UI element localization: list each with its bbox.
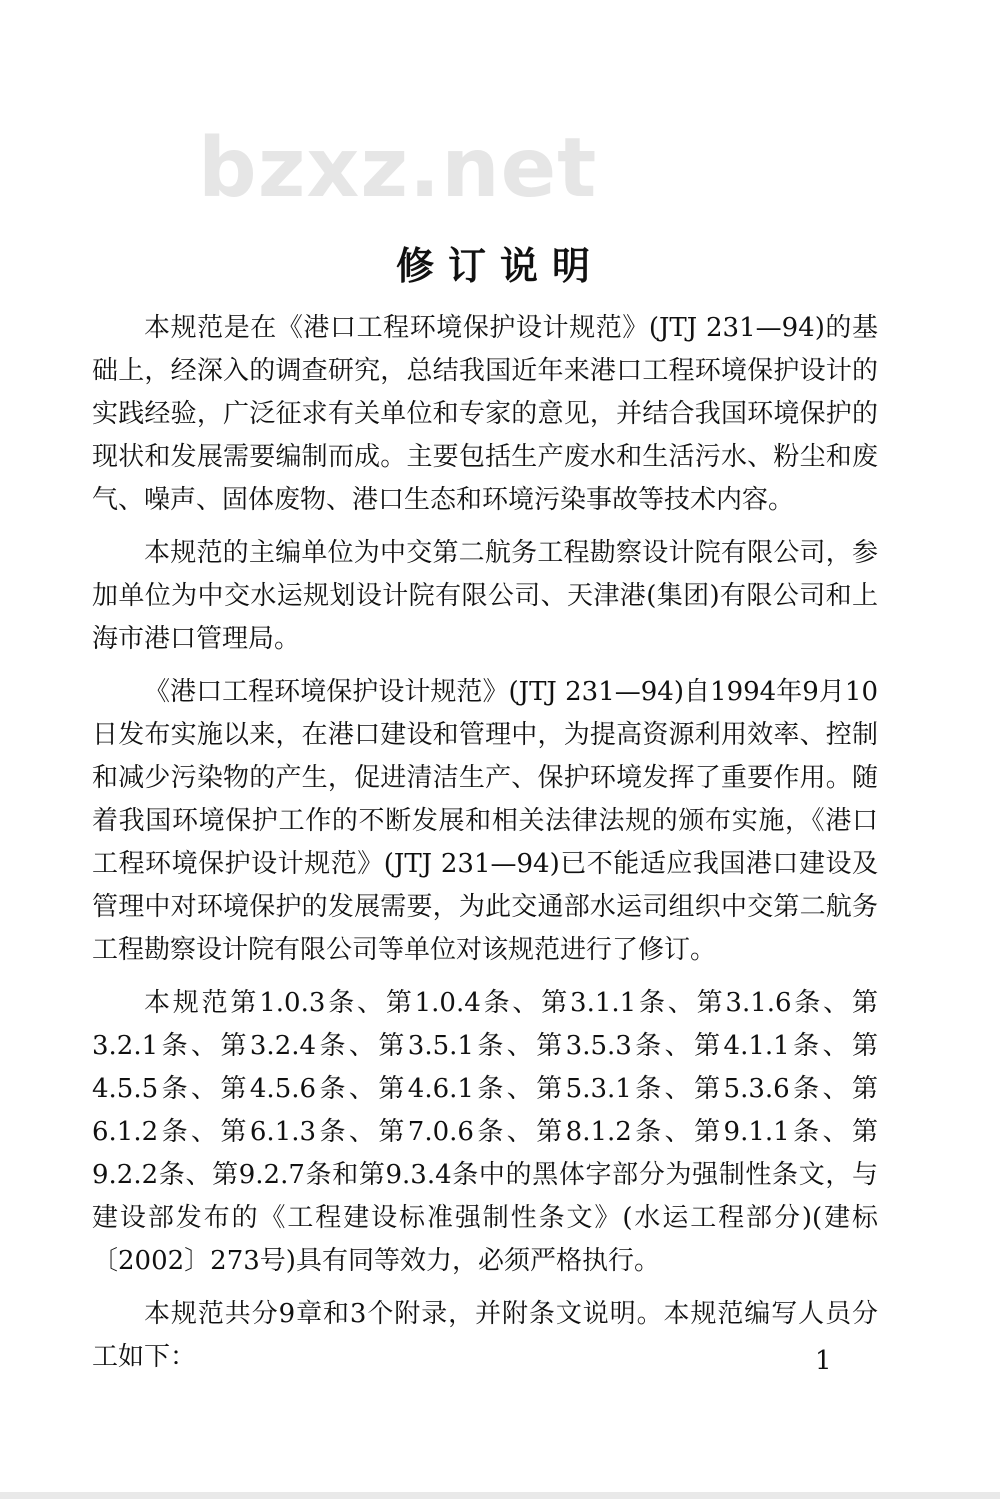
paragraph-intro: 本规范是在《港口工程环境保护设计规范》(JTJ 231—94)的基础上，经深入的调查研究，总结我国近年来港口工程环境保护设计的实践经验，广泛征求有关单位和专家的意见，并结合我国环境保护的现状和发展需要编制而成。主要包括生产废水和生活污水、粉尘和废气、噪声、固体废物、港口生态和环境污染事故等技术内容。 — [92, 313, 878, 515]
paragraph-mandatory-clauses: 本规范第1.0.3条、第1.0.4条、第3.1.1条、第3.1.6条、第3.2.1条、第3.2.4条、第3.5.1条、第3.5.3条、第4.1.1条、第4.5.5条、第4.5.6条、第4.6.1条、第5.3.1条、第5.3.6条、第6.1.2条、第6.1.3条、第7.0.6条、第8.1.2条、第9.1.1条、第9.2.2条、第9.2.7条和第9.3.4条中的黑体字部分为强制性条文，与建设部发布的《工程建设标准强制性条文》(水运工程部分)(建标〔2002〕273号)具有同等效力，必须严格执行。 — [92, 988, 878, 1276]
paragraph-structure: 本规范共分9章和3个附录，并附条文说明。本规范编写人员分工如下： — [92, 1299, 878, 1372]
document-body — [92, 307, 878, 1389]
page-title: 修订说明 — [395, 243, 604, 289]
page-number: 1 — [815, 1346, 832, 1376]
watermark: bzxz.net — [198, 121, 598, 216]
paragraph-editors: 本规范的主编单位为中交第二航务工程勘察设计院有限公司，参加单位为中交水运规划设计院有限公司、天津港(集团)有限公司和上海市港口管理局。 — [92, 538, 878, 654]
scan-bottom-edge — [0, 1492, 1000, 1499]
paragraph-history: 《港口工程环境保护设计规范》(JTJ 231—94)自1994年9月10日发布实施以来，在港口建设和管理中，为提高资源利用效率、控制和减少污染物的产生，促进清洁生产、保护环境发挥了重要作用。随着我国环境保护工作的不断发展和相关法律法规的颁布实施，《港口工程环境保护设计规范》(JTJ 231—94)已不能适应我国港口建设及管理中对环境保护的发展需要，为此交通部水运司组织中交第二航务工程勘察设计院有限公司等单位对该规范进行了修订。 — [92, 677, 878, 965]
